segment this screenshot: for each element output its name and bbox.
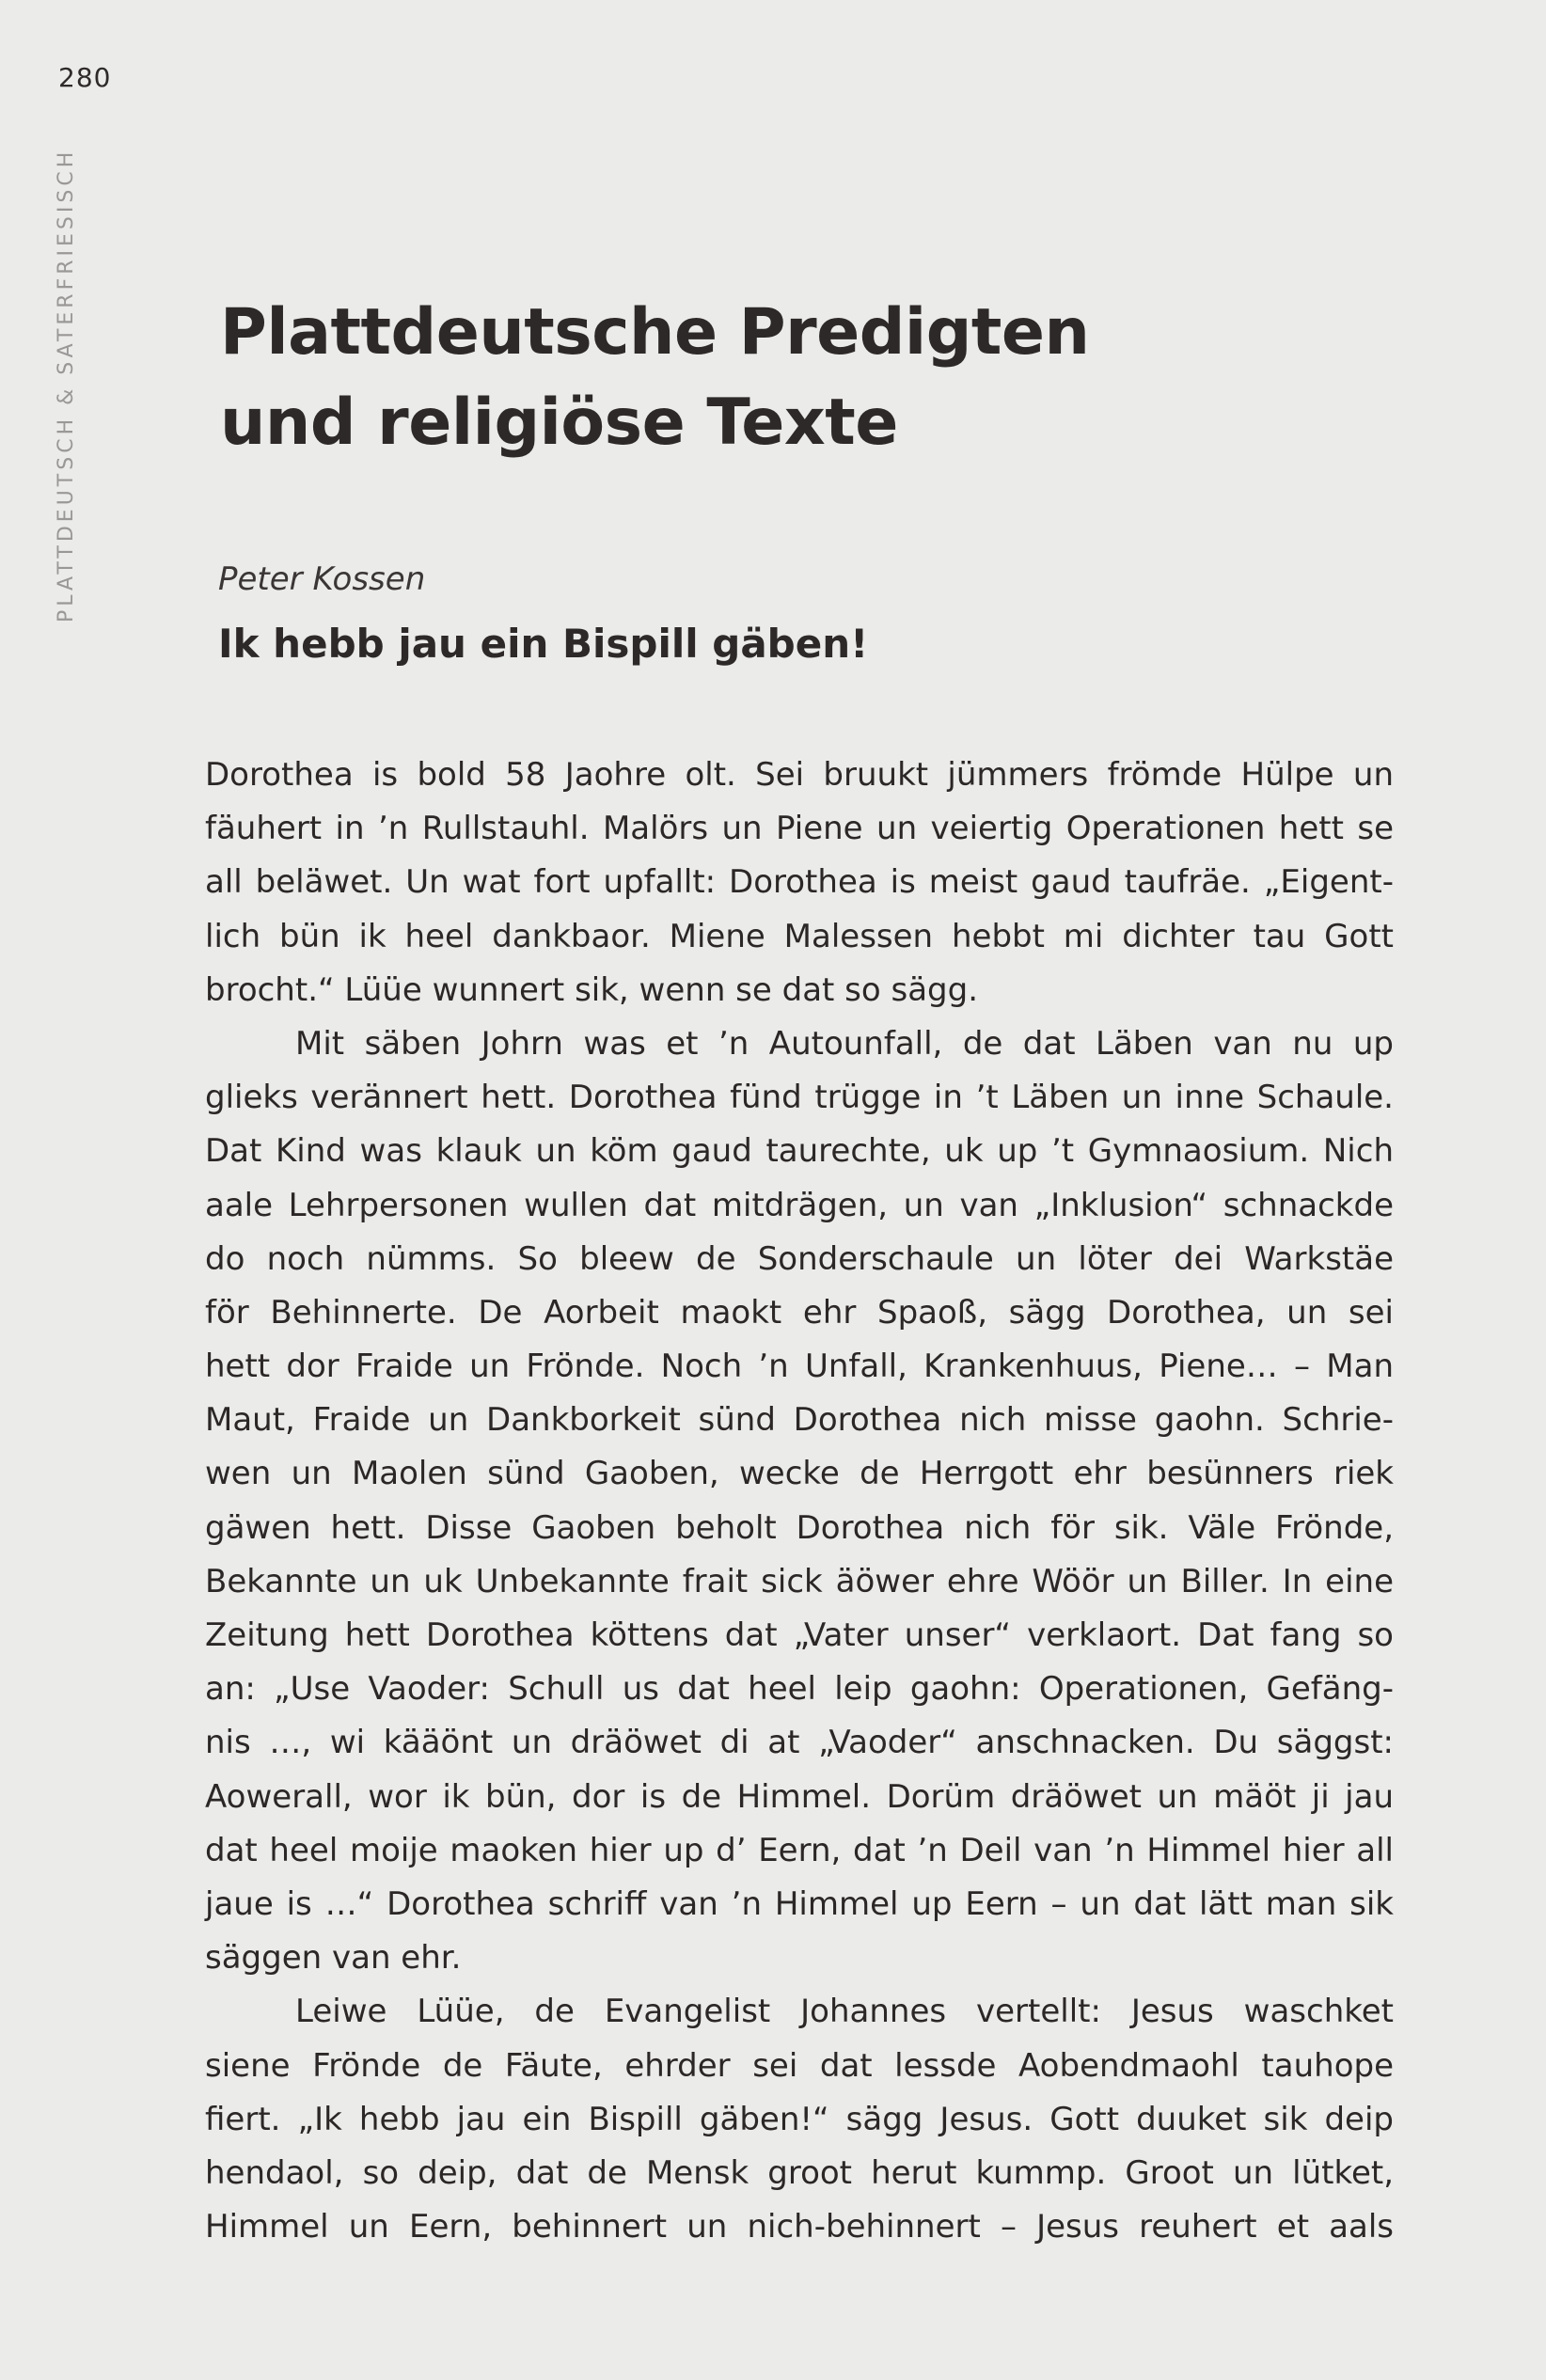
body-line: brocht.“ Lüüe wunnert sik, wenn se dat so sägg.: [205, 970, 979, 1009]
body-line: Leiwe Lüüe, de Evangelist Johannes vertellt: Jesus waschket: [295, 1993, 1394, 2031]
body-line: Dat Kind was klauk un köm gaud taurechte, uk up ’t Gymnaosium. Nich: [205, 1132, 1394, 1171]
body-line: siene Frönde de Fäute, ehrder sei dat lessde Aobendmaohl tauhope: [205, 2046, 1394, 2085]
chapter-title-line-2: und religiöse Texte: [220, 386, 898, 460]
body-line: Aowerall, wor ik bün, dor is de Himmel. Dorüm dräöwet un mäöt ji jau: [205, 1777, 1394, 1816]
body-line: glieks verännert hett. Dorothea fünd trügge in ’t Läben un inne Schaule.: [205, 1079, 1394, 1117]
page-number: 280: [58, 62, 112, 93]
body-line: Dorothea is bold 58 Jaohre olt. Sei bruukt jümmers frömde Hülpe un: [205, 756, 1394, 794]
body-line: an: „Use Vaoder: Schull us dat heel leip gaohn: Operationen, Gefäng-: [205, 1670, 1394, 1709]
body-line: Maut, Fraide un Dankborkeit sünd Dorothea nich misse gaohn. Schrie-: [205, 1401, 1394, 1440]
running-head: PLATTDEUTSCH & SATERFRIESISCH: [55, 148, 78, 623]
body-line: gäwen hett. Disse Gaoben beholt Dorothea nich för sik. Väle Frönde,: [205, 1508, 1394, 1547]
body-line: Himmel un Eern, behinnert un nich-behinnert – Jesus reuhert et aals: [205, 2208, 1394, 2246]
body-text: [205, 749, 1394, 2254]
article-title: Ik hebb jau ein Bispill gäben!: [218, 621, 869, 667]
chapter-title-line-1: Plattdeutsche Predigten: [220, 295, 1090, 370]
body-line: Zeitung hett Dorothea köttens dat „Vater unser“ verklaort. Dat fang so: [205, 1616, 1394, 1654]
body-line: do noch nümms. So bleew de Sonderschaule un löter dei Warkstäe: [205, 1239, 1394, 1278]
body-line: Mit säben Johrn was et ’n Autounfall, de dat Läben van nu up: [295, 1024, 1394, 1063]
body-line: nis …, wi kääönt un dräöwet di at „Vaoder“ anschnacken. Du säggst:: [205, 1724, 1394, 1762]
chapter-title: [220, 288, 1349, 468]
body-line: för Behinnerte. De Aorbeit maokt ehr Spaoß, sägg Dorothea, un sei: [205, 1293, 1394, 1332]
body-line: fiert. „Ik hebb jau ein Bispill gäben!“ sägg Jesus. Gott duuket sik deip: [205, 2100, 1394, 2138]
body-line: Bekannte un uk Unbekannte frait sick äöwer ehre Wöör un Biller. In eine: [205, 1562, 1394, 1600]
body-line: hett dor Fraide un Frönde. Noch ’n Unfall, Krankenhuus, Piene… – Man: [205, 1348, 1394, 1386]
body-line: hendaol, so deip, dat de Mensk groot herut kummp. Groot un lütket,: [205, 2153, 1394, 2192]
body-line: aale Lehrpersonen wullen dat mitdrägen, un van „Inklusion“ schnackde: [205, 1186, 1394, 1224]
body-line: säggen van ehr.: [205, 1939, 462, 1978]
body-line: lich bün ik heel dankbaor. Miene Malessen hebbt mi dichter tau Gott: [205, 917, 1394, 955]
body-line: wen un Maolen sünd Gaoben, wecke de Herrgott ehr besünners riek: [205, 1455, 1394, 1493]
body-line: all beläwet. Un wat fort upfallt: Dorothea is meist gaud taufräe. „Eigent-: [205, 863, 1394, 902]
body-line: fäuhert in ’n Rullstauhl. Malörs un Piene un veiertig Operationen hett se: [205, 810, 1394, 848]
article-author: Peter Kossen: [218, 560, 426, 598]
body-line: dat heel moije maoken hier up d’ Eern, dat ’n Deil van ’n Himmel hier all: [205, 1831, 1394, 1869]
body-line: jaue is …“ Dorothea schriff van ’n Himmel up Eern – un dat lätt man sik: [205, 1884, 1394, 1923]
